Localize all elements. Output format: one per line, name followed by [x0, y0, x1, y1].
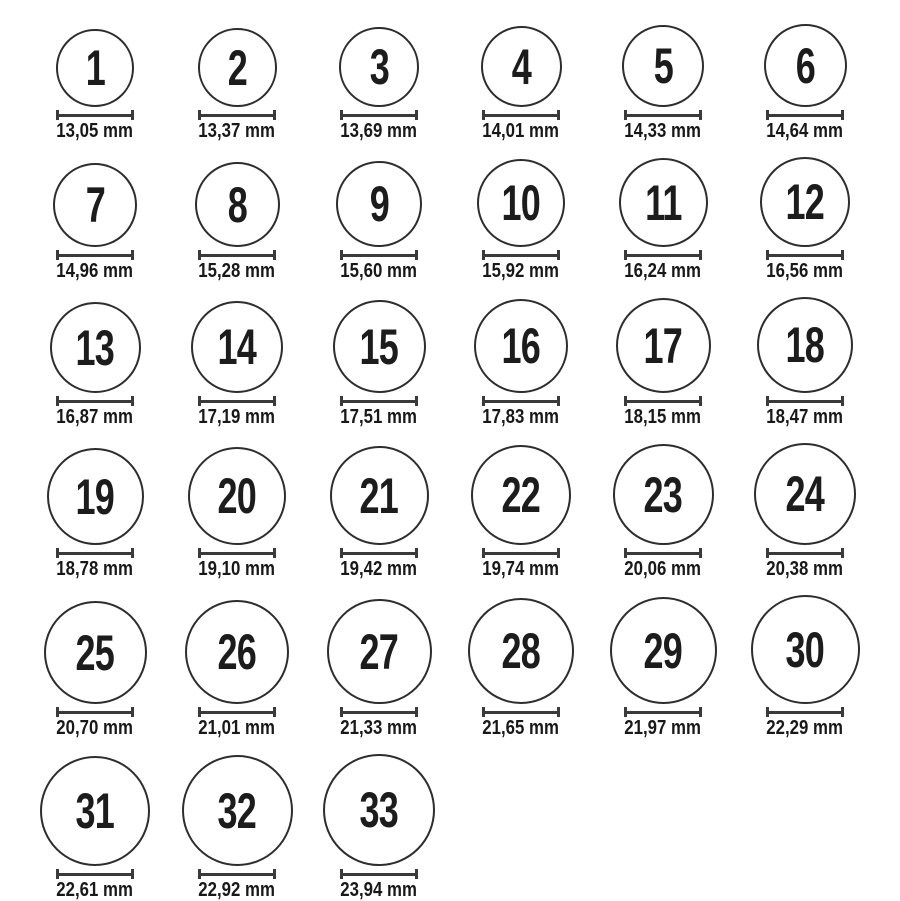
diameter-measure-line: [766, 250, 844, 260]
ring-size-item: [450, 26, 592, 140]
diameter-label: 15,92 mm: [482, 260, 560, 282]
measure-tick-right: [415, 110, 418, 120]
diameter-label: 17,83 mm: [482, 406, 560, 428]
ring-size-number: 7: [85, 177, 105, 233]
diameter-measure-line: [56, 548, 134, 558]
ring-size-item: [24, 302, 166, 426]
measure-bar: [624, 552, 702, 555]
diameter-label: 19,74 mm: [482, 558, 560, 580]
measure-bar: [56, 400, 134, 403]
ring-size-number: 9: [369, 176, 389, 232]
ring-size-item: [592, 597, 734, 737]
diameter-measure-line: [198, 707, 276, 717]
ring-size-number: 18: [785, 317, 825, 373]
measure-tick-right: [699, 396, 702, 406]
ring-size-number: 17: [643, 317, 683, 374]
ring-size-number: 4: [511, 38, 531, 95]
ring-size-item: [24, 756, 166, 899]
diameter-label: 13,69 mm: [340, 120, 418, 142]
diameter-measure-line: [198, 250, 276, 260]
measure-tick-right: [841, 396, 844, 406]
measure-bar: [624, 400, 702, 403]
ring-size-item: [308, 27, 450, 140]
measure-tick-right: [131, 250, 134, 260]
ring-size-circle: [613, 444, 714, 545]
measure-bar: [198, 552, 276, 555]
ring-size-item: [308, 754, 450, 899]
ring-size-circle: [754, 443, 856, 545]
measure-tick-right: [131, 869, 134, 879]
measure-bar: [340, 400, 418, 403]
ring-size-circle: [53, 163, 137, 247]
ring-size-circle: [619, 158, 708, 247]
measure-tick-right: [415, 869, 418, 879]
ring-size-number: 30: [785, 621, 825, 678]
measure-tick-right: [415, 396, 418, 406]
ring-size-circle: [323, 754, 435, 866]
ring-size-number: 23: [643, 466, 683, 523]
ring-size-item: [734, 157, 876, 280]
diameter-measure-line: [56, 250, 134, 260]
measure-bar: [340, 711, 418, 714]
diameter-measure-line: [482, 396, 560, 406]
ring-size-number: 25: [75, 624, 115, 681]
diameter-label: 17,19 mm: [198, 406, 276, 428]
ring-size-number: 14: [217, 319, 257, 375]
measure-tick-right: [131, 548, 134, 558]
ring-size-number: 33: [359, 782, 399, 838]
ring-size-circle: [471, 445, 571, 545]
ring-size-number: 27: [359, 623, 399, 680]
chart-row: [24, 297, 900, 426]
ring-size-circle: [474, 299, 568, 393]
ring-size-number: 16: [501, 318, 541, 374]
diameter-measure-line: [56, 396, 134, 406]
ring-size-number: 12: [785, 174, 825, 230]
measure-tick-right: [557, 707, 560, 717]
measure-tick-right: [273, 548, 276, 558]
ring-size-item: [308, 300, 450, 426]
ring-size-circle: [185, 600, 289, 704]
ring-size-item: [308, 599, 450, 737]
diameter-measure-line: [624, 548, 702, 558]
measure-bar: [340, 254, 418, 257]
ring-size-circle: [56, 29, 134, 107]
ring-size-number: 13: [75, 319, 115, 376]
ring-size-item: [166, 28, 308, 140]
ring-size-circle: [616, 298, 711, 393]
diameter-label: 13,37 mm: [198, 120, 276, 142]
ring-size-number: 20: [217, 468, 257, 524]
ring-size-item: [308, 446, 450, 578]
ring-size-item: [308, 161, 450, 280]
measure-bar: [482, 711, 560, 714]
ring-size-number: 2: [227, 39, 247, 96]
measure-tick-right: [273, 396, 276, 406]
measure-bar: [198, 114, 276, 117]
ring-size-item: [450, 445, 592, 578]
diameter-label: 21,97 mm: [624, 717, 702, 739]
ring-size-circle: [191, 301, 283, 393]
measure-tick-right: [131, 396, 134, 406]
diameter-label: 22,29 mm: [766, 717, 844, 739]
diameter-label: 22,61 mm: [56, 879, 134, 901]
measure-bar: [624, 711, 702, 714]
ring-size-number: 32: [217, 782, 257, 839]
ring-size-circle: [47, 448, 144, 545]
ring-size-circle: [339, 27, 419, 107]
chart-row: [24, 24, 900, 140]
ring-size-number: 3: [369, 39, 389, 95]
measure-tick-right: [699, 110, 702, 120]
measure-bar: [766, 711, 844, 714]
diameter-label: 22,92 mm: [198, 879, 276, 901]
diameter-label: 13,05 mm: [56, 120, 134, 142]
measure-bar: [766, 254, 844, 257]
measure-bar: [624, 254, 702, 257]
ring-size-item: [592, 298, 734, 426]
ring-size-circle: [182, 755, 293, 866]
ring-size-item: [166, 162, 308, 280]
diameter-measure-line: [766, 548, 844, 558]
ring-size-item: [166, 301, 308, 426]
diameter-measure-line: [340, 869, 418, 879]
ring-size-circle: [622, 25, 704, 107]
measure-bar: [340, 552, 418, 555]
ring-size-item: [734, 443, 876, 578]
chart-row: [24, 443, 900, 578]
measure-bar: [198, 711, 276, 714]
diameter-label: 16,56 mm: [766, 260, 844, 282]
diameter-measure-line: [482, 250, 560, 260]
diameter-measure-line: [198, 110, 276, 120]
ring-size-item: [166, 755, 308, 899]
diameter-label: 20,38 mm: [766, 558, 844, 580]
measure-bar: [340, 873, 418, 876]
measure-tick-right: [415, 707, 418, 717]
diameter-label: 16,87 mm: [56, 406, 134, 428]
ring-size-number: 22: [501, 467, 541, 523]
measure-tick-right: [841, 548, 844, 558]
diameter-measure-line: [340, 396, 418, 406]
measure-tick-right: [841, 707, 844, 717]
diameter-measure-line: [198, 869, 276, 879]
measure-tick-right: [131, 110, 134, 120]
diameter-measure-line: [56, 110, 134, 120]
measure-tick-right: [273, 707, 276, 717]
diameter-label: 21,33 mm: [340, 717, 418, 739]
ring-size-circle: [40, 756, 150, 866]
diameter-label: 18,15 mm: [624, 406, 702, 428]
diameter-label: 14,64 mm: [766, 120, 844, 142]
measure-bar: [482, 114, 560, 117]
ring-size-circle: [327, 599, 432, 704]
measure-tick-right: [273, 869, 276, 879]
diameter-label: 20,70 mm: [56, 717, 134, 739]
diameter-measure-line: [56, 869, 134, 879]
measure-bar: [56, 711, 134, 714]
diameter-label: 14,96 mm: [56, 260, 134, 282]
measure-tick-right: [273, 250, 276, 260]
ring-size-circle: [477, 159, 565, 247]
measure-tick-right: [557, 396, 560, 406]
ring-size-circle: [198, 28, 277, 107]
ring-size-circle: [481, 26, 562, 107]
measure-bar: [482, 254, 560, 257]
measure-bar: [482, 552, 560, 555]
measure-bar: [198, 873, 276, 876]
ring-size-circle: [188, 447, 286, 545]
ring-size-circle: [44, 601, 147, 704]
measure-tick-right: [273, 110, 276, 120]
ring-size-number: 5: [653, 38, 673, 94]
measure-tick-right: [699, 548, 702, 558]
ring-size-circle: [757, 297, 853, 393]
diameter-label: 15,60 mm: [340, 260, 418, 282]
measure-tick-right: [841, 250, 844, 260]
ring-size-circle: [468, 598, 574, 704]
measure-bar: [482, 400, 560, 403]
diameter-label: 19,42 mm: [340, 558, 418, 580]
measure-tick-right: [557, 250, 560, 260]
diameter-measure-line: [482, 707, 560, 717]
ring-size-number: 24: [785, 466, 825, 522]
diameter-label: 16,24 mm: [624, 260, 702, 282]
ring-size-circle: [610, 597, 717, 704]
ring-size-number: 8: [227, 176, 247, 233]
ring-size-circle: [751, 595, 860, 704]
measure-bar: [56, 552, 134, 555]
ring-size-item: [24, 29, 166, 140]
ring-size-number: 28: [501, 623, 541, 679]
diameter-measure-line: [56, 707, 134, 717]
diameter-measure-line: [340, 250, 418, 260]
ring-size-circle: [760, 157, 850, 247]
diameter-measure-line: [766, 110, 844, 120]
measure-tick-right: [699, 250, 702, 260]
ring-size-number: 31: [75, 783, 115, 839]
ring-size-item: [24, 601, 166, 737]
ring-size-circle: [330, 446, 429, 545]
diameter-measure-line: [624, 707, 702, 717]
diameter-label: 21,65 mm: [482, 717, 560, 739]
diameter-measure-line: [766, 396, 844, 406]
ring-size-item: [450, 159, 592, 280]
ring-size-number: 1: [85, 40, 105, 96]
diameter-measure-line: [482, 110, 560, 120]
diameter-label: 18,47 mm: [766, 406, 844, 428]
ring-size-number: 15: [359, 318, 399, 375]
ring-size-item: [166, 447, 308, 578]
measure-bar: [198, 400, 276, 403]
ring-size-circle: [333, 300, 426, 393]
diameter-measure-line: [340, 548, 418, 558]
ring-size-item: [592, 444, 734, 578]
measure-tick-right: [557, 110, 560, 120]
ring-size-item: [592, 25, 734, 140]
diameter-measure-line: [340, 110, 418, 120]
measure-bar: [766, 552, 844, 555]
ring-size-item: [734, 297, 876, 426]
diameter-measure-line: [198, 548, 276, 558]
ring-size-item: [450, 299, 592, 426]
ring-size-circle: [336, 161, 422, 247]
ring-size-number: 21: [359, 467, 399, 524]
ring-size-number: 11: [644, 174, 682, 231]
measure-tick-right: [131, 707, 134, 717]
diameter-label: 14,01 mm: [482, 120, 560, 142]
diameter-measure-line: [624, 396, 702, 406]
diameter-label: 18,78 mm: [56, 558, 134, 580]
ring-size-circle: [764, 24, 847, 107]
diameter-measure-line: [624, 110, 702, 120]
diameter-measure-line: [482, 548, 560, 558]
diameter-measure-line: [624, 250, 702, 260]
chart-row: [24, 157, 900, 280]
measure-bar: [56, 114, 134, 117]
chart-row: [24, 754, 900, 899]
measure-bar: [766, 400, 844, 403]
diameter-label: 14,33 mm: [624, 120, 702, 142]
measure-tick-right: [557, 548, 560, 558]
ring-size-item: [592, 158, 734, 280]
ring-size-item: [450, 598, 592, 737]
measure-bar: [56, 873, 134, 876]
measure-tick-right: [415, 548, 418, 558]
ring-size-item: [24, 163, 166, 280]
diameter-label: 21,01 mm: [198, 717, 276, 739]
diameter-label: 15,28 mm: [198, 260, 276, 282]
measure-tick-right: [699, 707, 702, 717]
measure-tick-right: [415, 250, 418, 260]
measure-bar: [340, 114, 418, 117]
ring-size-number: 29: [643, 622, 683, 679]
diameter-label: 23,94 mm: [340, 879, 418, 901]
ring-size-number: 19: [75, 468, 115, 525]
ring-size-item: [166, 600, 308, 737]
measure-bar: [766, 114, 844, 117]
ring-size-item: [734, 595, 876, 737]
ring-size-number: 10: [501, 175, 541, 231]
ring-size-circle: [50, 302, 141, 393]
ring-size-item: [24, 448, 166, 578]
diameter-label: 19,10 mm: [198, 558, 276, 580]
ring-size-number: 26: [217, 624, 257, 680]
diameter-measure-line: [340, 707, 418, 717]
ring-size-number: 6: [795, 37, 815, 94]
measure-bar: [56, 254, 134, 257]
diameter-label: 20,06 mm: [624, 558, 702, 580]
measure-bar: [198, 254, 276, 257]
ring-size-circle: [195, 162, 280, 247]
diameter-measure-line: [198, 396, 276, 406]
measure-tick-right: [841, 110, 844, 120]
measure-bar: [624, 114, 702, 117]
ring-size-item: [734, 24, 876, 140]
chart-row: [24, 595, 900, 737]
diameter-measure-line: [766, 707, 844, 717]
diameter-label: 17,51 mm: [340, 406, 418, 428]
